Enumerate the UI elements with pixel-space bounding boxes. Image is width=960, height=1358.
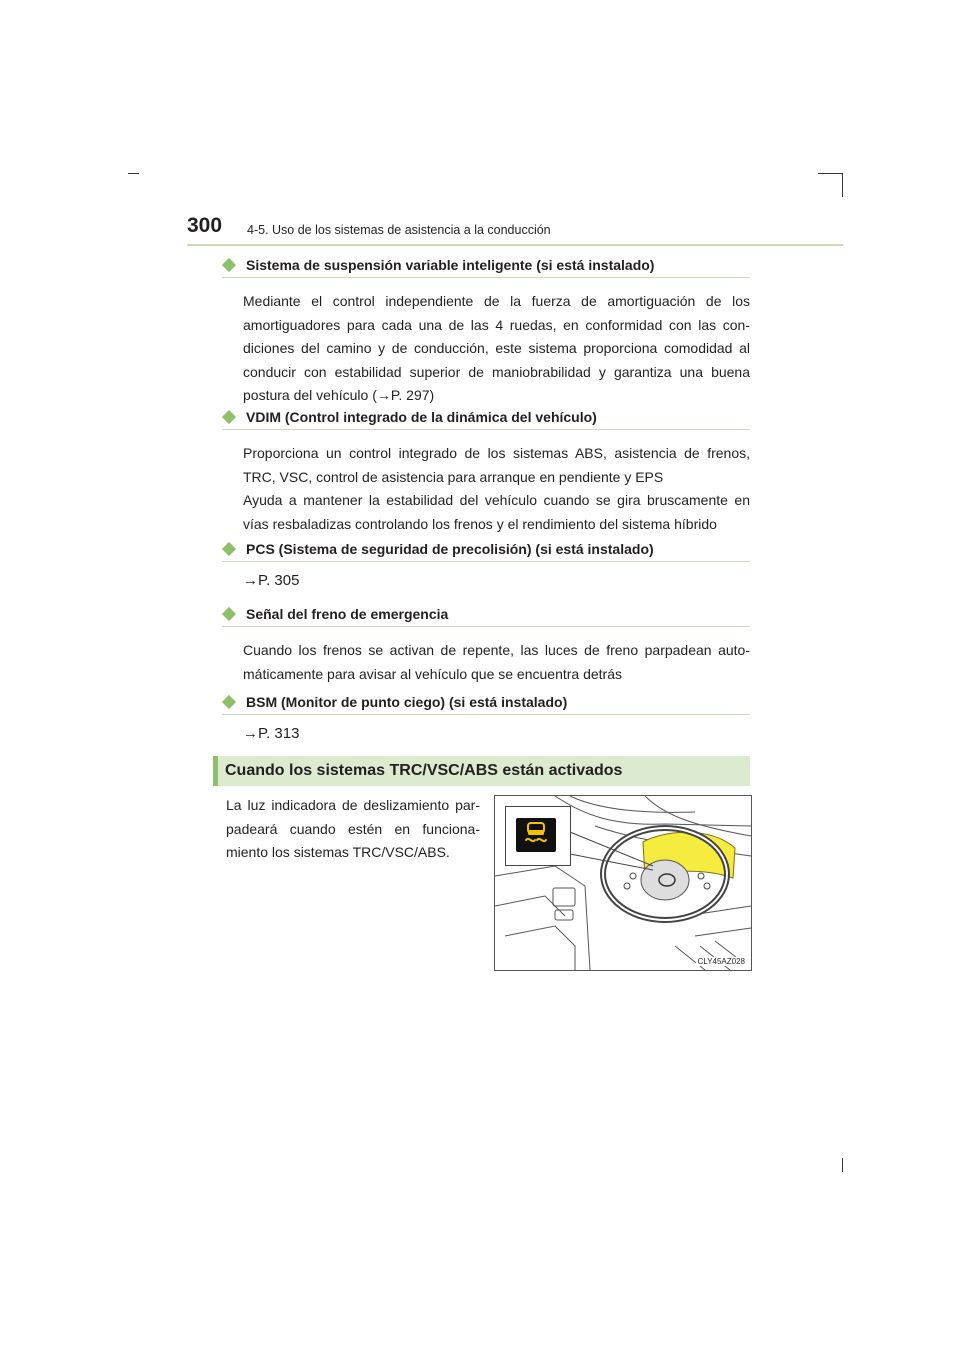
section-heading-text: Sistema de suspensión variable inteligente (si está instalado) (246, 257, 655, 273)
band-accent-bar (213, 756, 218, 786)
body-line: postura del vehículo (→P. 297) (243, 387, 435, 403)
band-paragraph (226, 794, 480, 865)
body-line: TRC, VSC, control de asistencia para arranque en pendiente y EPS (243, 468, 664, 485)
crop-mark (128, 173, 139, 174)
section-suspension (222, 257, 750, 408)
body-line: máticamente para avisar al vehículo que se encuentra detrás (243, 665, 622, 682)
section-heading (222, 257, 750, 278)
body-line: amortiguadores para cada una de las 4 ruedas, en conformidad con las con- (243, 316, 750, 333)
section-heading (222, 606, 750, 627)
section-heading-text: BSM (Monitor de punto ciego) (si está instalado) (246, 694, 568, 710)
section-heading-text: PCS (Sistema de seguridad de precolisión) (si está instalado) (246, 541, 654, 557)
dashboard-figure (494, 795, 752, 971)
section-heading (222, 541, 750, 562)
page-reference: →P. 313 (243, 725, 300, 742)
crop-mark (842, 1158, 843, 1172)
crop-mark (842, 173, 843, 197)
section-pcs (222, 541, 750, 589)
body-line: La luz indicadora de deslizamiento par- (226, 797, 480, 813)
body-line: padeará cuando estén en funciona- (226, 820, 480, 837)
crop-mark (818, 173, 842, 174)
section-bsm (222, 694, 750, 742)
band-heading-text: Cuando los sistemas TRC/VSC/ABS están activados (225, 762, 623, 779)
page-number: 300 (187, 214, 223, 237)
section-emergency-brake (222, 606, 750, 686)
body-line: Proporciona un control integrado de los sistemas ABS, asistencia de frenos, (243, 445, 750, 461)
section-body (222, 278, 750, 408)
section-body (222, 627, 750, 686)
body-line: Ayuda a mantener la estabilidad del vehículo cuando se gira bruscamente en (243, 492, 750, 508)
diamond-bullet-icon (222, 607, 236, 621)
chapter-title: 4-5. Uso de los sistemas de asistencia a la conducción (247, 223, 551, 237)
header-rule (187, 244, 843, 246)
diamond-bullet-icon (222, 695, 236, 709)
section-heading (222, 409, 750, 430)
body-line: Mediante el control independiente de la fuerza de amortiguación de los (243, 293, 750, 309)
section-body (222, 430, 750, 536)
body-line: diciones del camino y de conducción, este sistema proporciona comodidad al (243, 340, 750, 356)
page-reference: →P. 305 (243, 572, 300, 589)
figure-code: CLY45AZ028 (697, 957, 745, 966)
body-line: conducir con estabilidad superior de maniobrabilidad y garantiza una buena (243, 363, 750, 380)
diamond-bullet-icon (222, 410, 236, 424)
section-heading-text: Señal del freno de emergencia (246, 606, 449, 622)
body-line: miento los sistemas TRC/VSC/ABS. (226, 844, 450, 860)
body-line: vías resbaladizas controlando los frenos y el rendimiento del sistema híbrido (243, 515, 717, 532)
skid-indicator-icon (516, 818, 556, 852)
body-line: Cuando los frenos se activan de repente, las luces de freno parpadean auto- (243, 642, 750, 658)
indicator-inset (505, 806, 571, 866)
warning-lamp (516, 818, 556, 852)
band-heading (213, 756, 750, 786)
diamond-bullet-icon (222, 258, 236, 272)
section-vdim (222, 409, 750, 536)
section-heading-text: VDIM (Control integrado de la dinámica del vehículo) (246, 409, 597, 425)
section-heading (222, 694, 750, 715)
diamond-bullet-icon (222, 542, 236, 556)
